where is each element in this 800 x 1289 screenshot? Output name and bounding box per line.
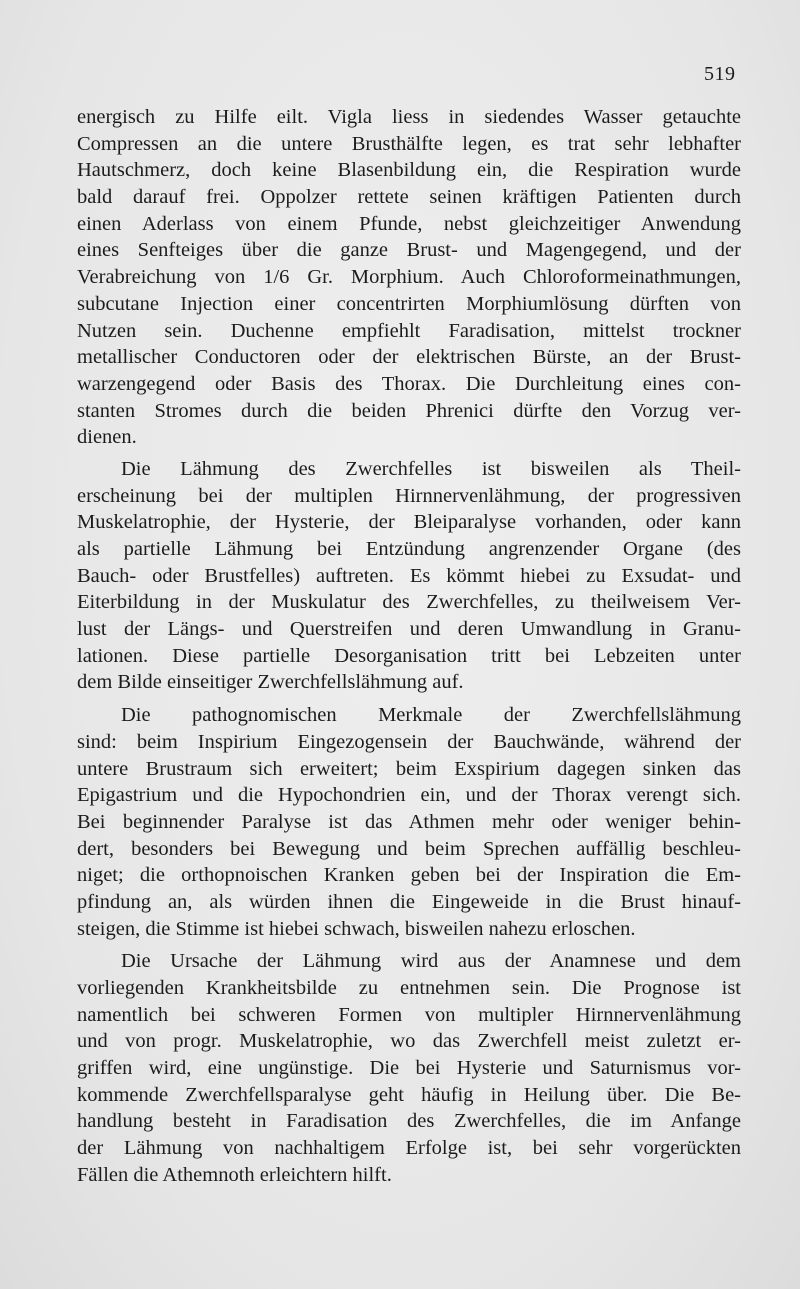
text-line: Die Ursache der Lähmung wird aus der Anamnese und dem <box>121 950 741 973</box>
text-line: pfindung an, als würden ihnen die Eingeweide in die Brust hinauf- <box>77 890 741 913</box>
text-line: Fällen die Athemnoth erleichtern hilft. <box>77 1163 392 1186</box>
body-text <box>77 104 741 1189</box>
paragraph-2 <box>77 456 741 696</box>
text-line: warzengegend oder Basis des Thorax. Die Durchleitung eines con- <box>77 372 741 395</box>
text-line: lationen. Diese partielle Desorganisation tritt bei Lebzeiten unter <box>77 644 741 667</box>
paragraph-3 <box>77 702 741 942</box>
text-line: dienen. <box>77 426 137 449</box>
text-line: niget; die orthopnoischen Kranken geben bei der Inspiration die Em- <box>77 864 741 887</box>
text-line: Hautschmerz, doch keine Blasenbildung ein, die Respiration wurde <box>77 159 741 182</box>
text-line: subcutane Injection einer concentrirten Morphiumlösung dürften von <box>77 292 741 315</box>
text-line: Bei beginnender Paralyse ist das Athmen mehr oder weniger behin- <box>77 810 741 833</box>
text-line: Muskelatrophie, der Hysterie, der Bleiparalyse vorhanden, oder kann <box>77 511 741 534</box>
text-line: handlung besteht in Faradisation des Zwerchfelles, die im Anfange <box>77 1110 741 1133</box>
text-line: energisch zu Hilfe eilt. Vigla liess in siedendes Wasser getauchte <box>77 106 741 128</box>
text-line: Epigastrium und die Hypochondrien ein, und der Thorax verengt sich. <box>77 784 741 807</box>
text-line: Die pathognomischen Merkmale der Zwerchfellslähmung <box>121 704 741 727</box>
paragraph-1 <box>77 104 741 451</box>
text-line: Verabreichung von 1/6 Gr. Morphium. Auch Chloroformeinathmungen, <box>77 266 741 289</box>
text-line: Nutzen sein. Duchenne empfiehlt Faradisation, mittelst trockner <box>77 319 741 342</box>
text-line: kommende Zwerchfellsparalyse geht häufig in Heilung über. Die Be- <box>77 1083 741 1106</box>
page-number: 519 <box>704 63 736 85</box>
text-line: metallischer Conductoren oder der elektrischen Bürste, an der Brust- <box>77 346 741 369</box>
text-line: bald darauf frei. Oppolzer rettete seinen kräftigen Patienten durch <box>77 186 741 209</box>
text-line: steigen, die Stimme ist hiebei schwach, bisweilen nahezu erloschen. <box>77 917 636 940</box>
text-line: stanten Stromes durch die beiden Phrenici dürfte den Vorzug ver- <box>77 399 741 422</box>
text-line: lust der Längs- und Querstreifen und deren Umwandlung in Granu- <box>77 618 741 641</box>
text-line: Compressen an die untere Brusthälfte legen, es trat sehr lebhafter <box>77 132 741 155</box>
text-line: erscheinung bei der multiplen Hirnnervenlähmung, der progressiven <box>77 484 741 507</box>
text-line: Eiterbildung in der Muskulatur des Zwerchfelles, zu theilweisem Ver- <box>77 591 741 614</box>
text-line: dert, besonders bei Bewegung und beim Sprechen auffällig beschleu- <box>77 837 741 860</box>
text-line: eines Senfteiges über die ganze Brust- und Magengegend, und der <box>77 239 741 262</box>
text-line: der Lähmung von nachhaltigem Erfolge ist, bei sehr vorgerückten <box>77 1137 741 1160</box>
text-line: als partielle Lähmung bei Entzündung angrenzender Organe (des <box>77 538 741 560</box>
text-line: namentlich bei schweren Formen von multipler Hirnnervenlähmung <box>77 1003 741 1026</box>
text-line: einen Aderlass von einem Pfunde, nebst gleichzeitiger Anwendung <box>77 212 741 235</box>
text-line: Die Lähmung des Zwerchfelles ist bisweilen als Theil- <box>121 457 741 480</box>
text-line: untere Brustraum sich erweitert; beim Exspirium dagegen sinken das <box>77 757 741 780</box>
text-line: sind: beim Inspirium Eingezogensein der Bauchwände, während der <box>77 730 741 753</box>
text-line: vorliegenden Krankheitsbilde zu entnehmen sein. Die Prognose ist <box>77 977 741 999</box>
text-line: dem Bilde einseitiger Zwerchfellslähmung auf. <box>77 671 464 694</box>
text-line: und von progr. Muskelatrophie, wo das Zwerchfell meist zuletzt er- <box>77 1030 741 1053</box>
text-line: griffen wird, eine ungünstige. Die bei Hysterie und Saturnismus vor- <box>77 1057 741 1080</box>
paragraph-4 <box>77 948 741 1188</box>
text-line: Bauch- oder Brustfelles) auftreten. Es kömmt hiebei zu Exsudat- und <box>77 564 741 587</box>
